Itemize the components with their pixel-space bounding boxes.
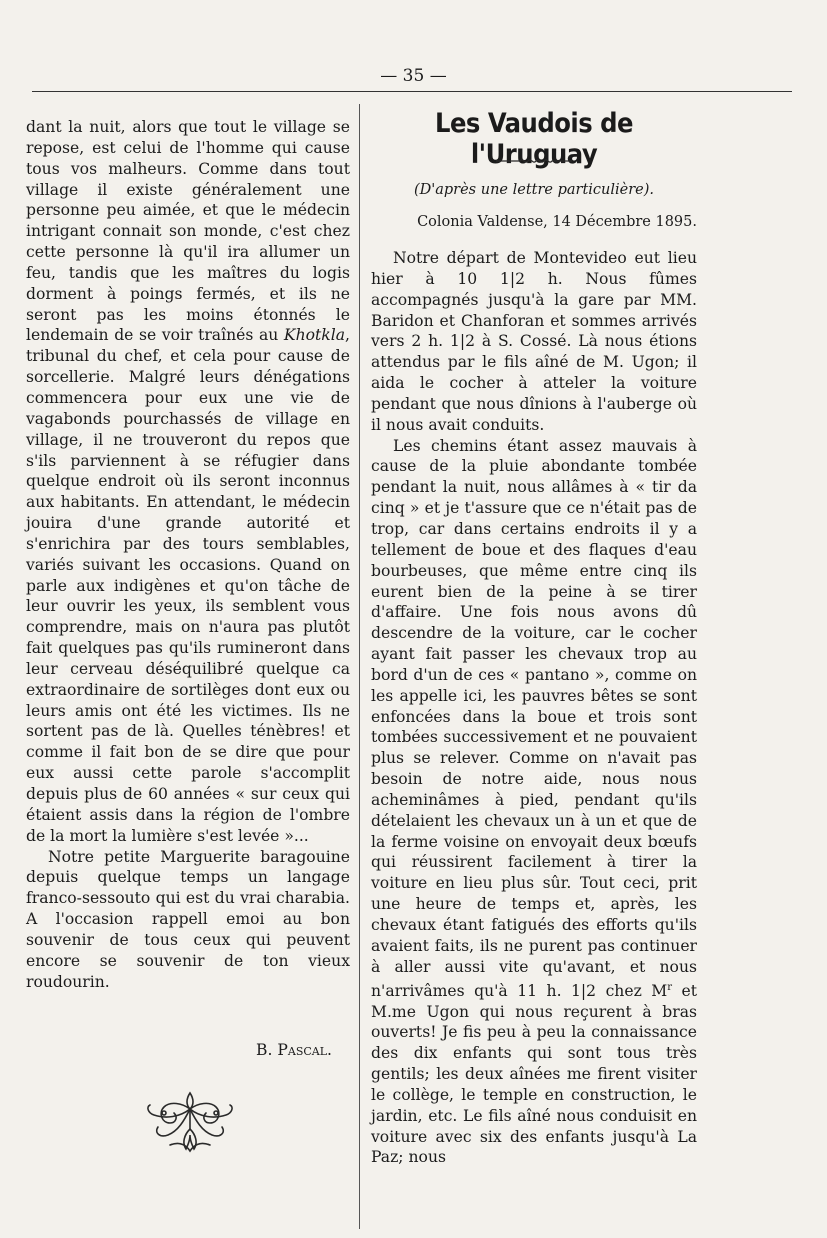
right-column	[371, 248, 697, 1168]
right-text-1: Les chemins étant assez mauvais à cause de la pluie abondante tombée pendant la nuit, nous allâmes à « tir da cinq » et je t'assure que ce n'était pas de trop, car dans certains endroits il y a tellement de boue et des flaques d'eau bourbeuses, que même entre cinq ils eurent bien de la peine à se tirer d'affaire. Une fois nous avons dû descendre de la voiture, car le cocher ayant fait passer les chevaux trop au bord d'un de ces « pantano », comme on les appelle ici, les pauvres bêtes se sont enfoncées dans la boue et trois sont tombées successivement et ne pouvaient plus se relever. Comme on n'avait pas besoin de notre aide, nous nous acheminâmes à pied, pendant qu'ils dételaient les chevaux un à un et que de la ferme voisine on envoyait deux bœufs qui réussirent facilement à tirer la voiture en lieu plus sûr. Tout ceci, prit une heure de temps et, après, les chevaux étant fatigués des efforts qu'ils avaient faits, ils ne purent pas continuer à aller aussi vite qu'avant, et nous n'arrivâmes qu'à 11 h. 1|2 chez M	[371, 436, 697, 1000]
left-text-2: , tribunal du chef, et cela pour cause de sorcellerie. Malgré leurs dénégations commencera pour eux une vie de vagabonds pourchassés de village en village, il ne trouveront du repos que s'ils parviennent à se réfugier dans quelque endroit où ils seront inconnus aux habitants. En attendant, le médecin jouira d'une grande autorité et s'enrichira par des tours semblables, variés suivant les occasions. Quand on parle aux indigènes et qu'on tâche de leur ouvrir les yeux, ils semblent vous comprendre, mais on n'aura pas plutôt fait quelques pas qu'ils rumineront dans leur cerveau déséquilibré quelque ca extraordinaire de sortilèges dont eux ou leurs amis ont été les victimes. Ils ne sortent pas de là. Quelles ténèbres! et comme il fait bon de se dire que pour eux aussi cette parole s'accomplit depuis plus de 60 années « sur ceux qui étaient assis dans la région de l'ombre de la mort la lumière s'est levée »...	[26, 326, 350, 845]
page-number: — 35 —	[380, 66, 447, 86]
left-paragraph-1	[26, 117, 350, 847]
signature: B. Pascal.	[256, 1041, 332, 1059]
right-paragraph-2	[371, 436, 697, 1169]
article-dateline: Colonia Valdense, 14 Décembre 1895.	[417, 214, 697, 230]
left-paragraph-2: Notre petite Marguerite baragouine depuis quelque temps un langage franco-sessouto qui est du vrai charabia. A l'occasion rappell emoi au bon souvenir de tous ceux qui peuvent encore se souvenir de ton vieux roudourin.	[26, 847, 350, 991]
header-rule	[32, 91, 792, 92]
khotkla-term: Khotkla	[283, 326, 346, 345]
column-rule	[359, 104, 360, 1229]
left-column	[26, 117, 350, 992]
article-subtitle: (D'après une lettre particulière).	[413, 182, 655, 198]
article-title: Les Vaudois de l'Uruguay	[434, 108, 634, 170]
right-paragraph-1: Notre départ de Montevideo eut lieu hier à 10 1|2 h. Nous fûmes accompagnés jusqu'à la gare par MM. Baridon et Chanforan et sommes arrivés vers 2 h. 1|2 à S. Cossé. Là nous étions attendus par le fils aîné de M. Ugon; il aida le cocher à atteler la voiture pendant que nous dînions à l'auberge où il nous avait conduits.	[371, 249, 697, 434]
right-text-2: et M.me Ugon qui nous reçurent à bras ouverts! Je fis peu à peu la connaissance des dix enfants qui sont tous très gentils; les deux aînées me firent visiter le collège, le temple en construction, le jardin, etc. Le fils aîné nous conduisit en voiture avec six des enfants jusqu'à La Paz; nous	[371, 981, 698, 1167]
left-text-1: dant la nuit, alors que tout le village se repose, est celui de l'homme qui cause tous vos malheurs. Comme dans tout village il existe généralement une personne peu aimée, et que le médecin intrigant connait son monde, c'est chez cette personne là qu'il ira allumer un feu, tandis que les maîtres du logis dorment à poings fermés, et ils ne seront pas les moins étonnés le lendemain de se voir traînés au	[26, 118, 350, 345]
floral-vignette-icon	[140, 1085, 240, 1155]
wavy-flourish-icon	[496, 156, 572, 166]
superscript-r: r	[667, 981, 673, 993]
